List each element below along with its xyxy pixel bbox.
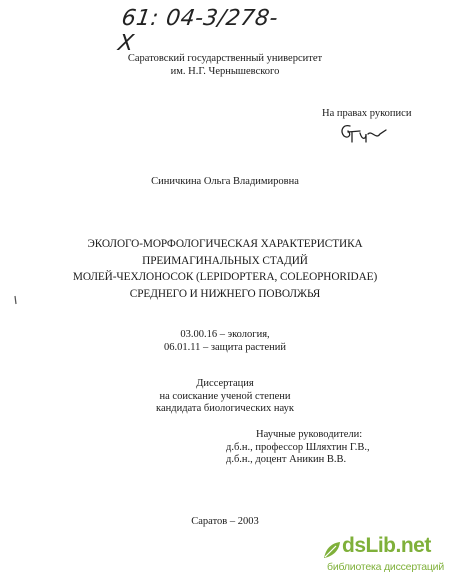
degree-line: кандидата биологических наук — [156, 403, 294, 414]
university-block — [0, 52, 450, 78]
dissertation-title — [0, 236, 450, 302]
logo-row — [342, 534, 431, 560]
advisor-line: д.б.н., доцент Аникин В.В. — [226, 454, 347, 465]
specialties-block — [0, 328, 450, 354]
university-line-1: Саратовский государственный университет — [127, 53, 323, 64]
logo-subtitle: библиотека диссертаций — [327, 561, 444, 573]
logo-text: dsLib.net — [342, 534, 431, 557]
advisor-line: д.б.н., профессор Шляхтин Г.В., — [226, 441, 370, 453]
university-line-2: им. Н.Г. Чернышевского — [170, 66, 280, 77]
specialty-line: 03.00.16 – экология, — [180, 329, 270, 340]
dissertation-degree-block — [0, 378, 450, 416]
leaf-icon — [322, 540, 342, 560]
title-line: ПРЕИМАГИНАЛЬНЫХ СТАДИЙ — [142, 254, 308, 267]
advisors-block — [226, 429, 370, 467]
author-name: Синичкина Ольга Владимировна — [151, 176, 299, 187]
title-line: СРЕДНЕГО И НИЖНЕГО ПОВОЛЖЬЯ — [129, 287, 321, 300]
degree-line: на соискание ученой степени — [159, 390, 291, 402]
title-line: ЭКОЛОГО-МОРФОЛОГИЧЕСКАЯ ХАРАКТЕРИСТИКА — [87, 238, 363, 250]
handwritten-code — [116, 4, 290, 56]
signature — [336, 120, 390, 146]
handwritten-code-text: 61: 04-3/278-X — [116, 6, 280, 56]
watermark-logo[interactable] — [296, 530, 446, 576]
scan-mark — [14, 292, 18, 302]
specialty-line: 06.01.11 – защита растений — [163, 342, 287, 353]
degree-line: Диссертация — [196, 378, 254, 389]
title-line: МОЛЕЙ-ЧЕХЛОНОСОК (LEPIDOPTERA, COLEOPHORIDAE) — [72, 271, 378, 283]
rights-note: На правах рукописи — [322, 108, 412, 119]
advisors-heading: Научные руководители: — [256, 429, 363, 440]
city-year: Саратов – 2003 — [191, 516, 259, 527]
